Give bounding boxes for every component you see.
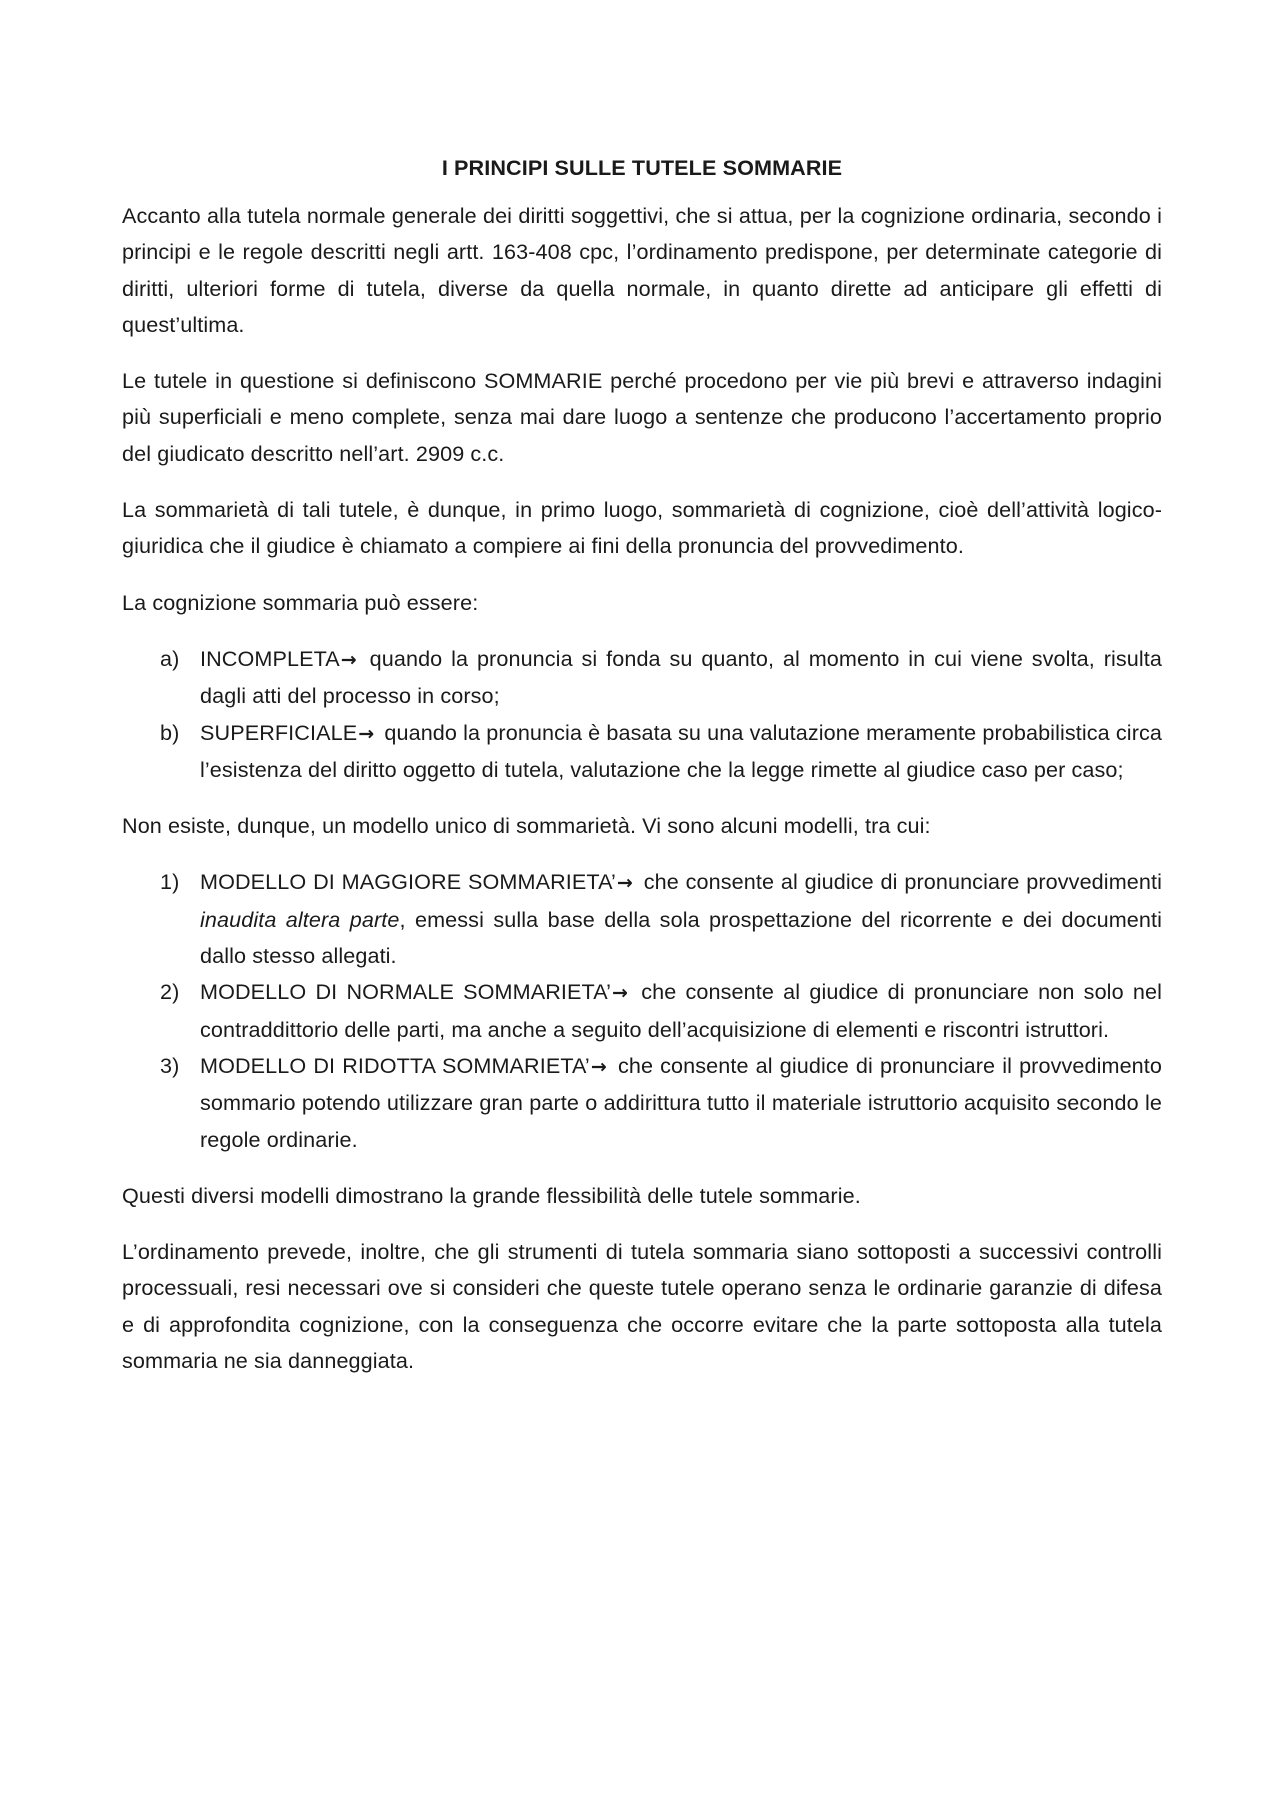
list-marker: a): [160, 645, 180, 671]
arrow-right-icon: →: [358, 722, 375, 745]
list-marker: 2): [160, 979, 180, 1005]
list-item-italic-text: inaudita altera parte: [200, 906, 400, 932]
arrow-right-icon: →: [590, 1055, 607, 1078]
list-marker: 3): [160, 1052, 180, 1078]
arrow-right-icon: →: [616, 872, 633, 895]
paragraph-list-intro: La cognizione sommaria può essere:: [122, 589, 479, 615]
arrow-right-icon: →: [340, 648, 357, 671]
list-marker: 1): [160, 869, 180, 895]
list-item: [122, 974, 1162, 1048]
list-item-text: che consente al giudice di pronunciare provvedimenti: [636, 869, 1162, 895]
list-item-text: che consente al giudice di pronunciare il provvedimento sommario potendo utilizzare gran parte o addirittura tutto il materiale istruttorio acquisito secondo le regole ordinarie.: [200, 1052, 1163, 1152]
list-item-text: quando la pronuncia è basata su una valutazione meramente probabilistica circa l’esistenza del diritto oggetto di tutela, valutazione che la legge rimette al giudice caso per caso;: [200, 719, 1162, 782]
paragraph-intro: Accanto alla tutela normale generale dei diritti soggettivi, che si attua, per la cognizione ordinaria, secondo i principi e le regole descritti negli artt. 163-408 cpc, l’ordinamento predispone, per determinate categorie di diritti, ulteriori forme di tutela, diverse da quella normale, in quanto dirette ad anticipare gli effetti di quest’ultima.: [122, 203, 1162, 337]
paragraph-definition: Le tutele in questione si definiscono SOMMARIE perché procedono per vie più brevi e attraverso indagini più superficiali e meno complete, senza mai dare luogo a sentenze che producono l’accertamento proprio del giudicato descritto nell’art. 2909 c.c.: [122, 368, 1162, 466]
paragraph-cognition: La sommarietà di tali tutele, è dunque, in primo luogo, sommarietà di cognizione, cioè dell’attività logico-giuridica che il giudice è chiamato a compiere ai fini della pronuncia del provvedimento.: [122, 497, 1162, 559]
list-item-text: che consente al giudice di pronunciare non solo nel contraddittorio delle parti, ma anche a seguito dell’acquisizione di elementi e riscontri istruttori.: [200, 979, 1162, 1042]
list-item: [122, 1048, 1162, 1158]
document-page: [122, 150, 1162, 1379]
models-list: [122, 864, 1162, 1157]
list-item-text: quando la pronuncia si fonda su quanto, al momento in cui viene svolta, risulta dagli atti del processo in corso;: [200, 645, 1162, 709]
list-item: [122, 864, 1162, 974]
list-item-term: SUPERFICIALE: [200, 719, 358, 745]
cognition-types-list: [122, 641, 1162, 788]
arrow-right-icon: →: [612, 982, 629, 1005]
list-item-term: MODELLO DI RIDOTTA SOMMARIETA’: [200, 1052, 590, 1078]
list-marker: b): [160, 719, 180, 745]
list-item-term: INCOMPLETA: [200, 645, 340, 671]
paragraph-models-intro: Non esiste, dunque, un modello unico di sommarietà. Vi sono alcuni modelli, tra cui:: [122, 813, 931, 839]
list-item-term: MODELLO DI MAGGIORE SOMMARIETA’: [200, 869, 616, 895]
paragraph-controls: L’ordinamento prevede, inoltre, che gli strumenti di tutela sommaria siano sottoposti a successivi controlli processuali, resi necessari ove si consideri che queste tutele operano senza le ordinarie garanzie di difesa e di approfondita cognizione, con la conseguenza che occorre evitare che la parte sottoposta alla tutela sommaria ne sia danneggiata.: [122, 1239, 1162, 1374]
list-item-term: MODELLO DI NORMALE SOMMARIETA’: [200, 979, 611, 1005]
document-title: I PRINCIPI SULLE TUTELE SOMMARIE: [441, 155, 843, 180]
list-item: [122, 641, 1162, 715]
paragraph-flexibility: Questi diversi modelli dimostrano la grande flessibilità delle tutele sommarie.: [122, 1182, 861, 1208]
list-item: [122, 715, 1162, 789]
list-item-text: , emessi sulla base della sola prospettazione del ricorrente e dei documenti dallo stesso allegati.: [200, 906, 1163, 969]
